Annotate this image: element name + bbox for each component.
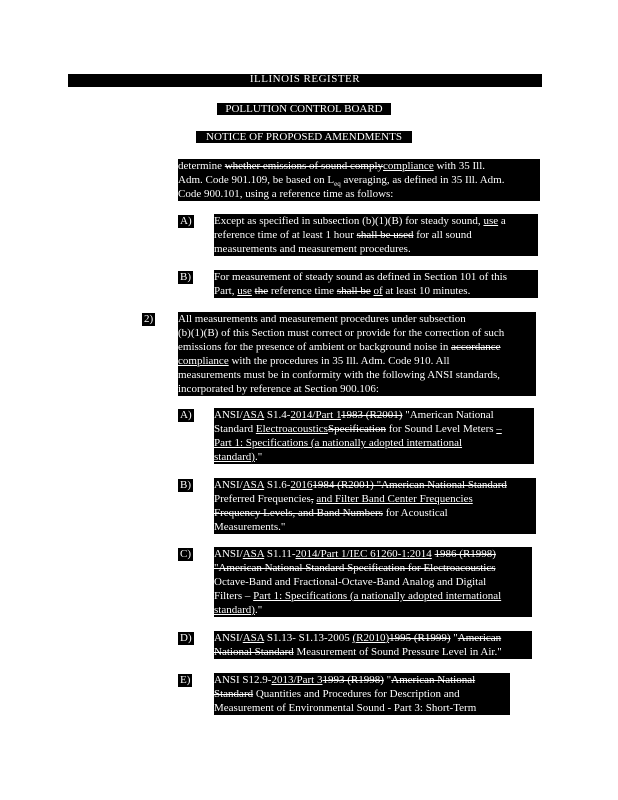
standard-b-text: ANSI/ASA S1.6-20161984 (R2001) "American National Standard Preferred Frequencies, and Filter Band Center Frequencies Frequency Levels, and Band Numbers for Acoustical Measurements." xyxy=(214,478,536,534)
standard-b-label: B) xyxy=(180,479,191,491)
intro-paragraph: determine whether emissions of sound complycompliance with 35 Ill. Adm. Code 901.109, be based on $L_{eq}$ averaging, as defined in 35 Ill. Adm. Code 900.101, using a reference time as follows: xyxy=(178,159,540,201)
standard-a-text: ANSI/ASA S1.4-2014/Part 11983 (R2001) "American National Standard ElectroacousticsSpecification for Sound Level Meters – Part 1: Specifications (a nationally adopted international standard)." xyxy=(214,408,534,464)
standard-e-label: E) xyxy=(180,674,191,686)
standard-d-text: ANSI/ASA S1.13- S1.13-2005 (R2010)1995 (R1999) "American National Standard Measurement of Sound Pressure Level in Air." xyxy=(214,631,532,659)
board-title: POLLUTION CONTROL BOARD xyxy=(217,103,391,115)
standard-d-label: D) xyxy=(180,632,192,644)
register-title: ILLINOIS REGISTER xyxy=(249,73,361,85)
clause-a-text: Except as specified in subsection (b)(1)(B) for steady sound, use a reference time of at least 1 hour shall be used for all sound measurements and measurement procedures. xyxy=(214,214,538,256)
register-header xyxy=(68,74,542,87)
clause-a-label: A) xyxy=(180,215,192,227)
standard-e-text: ANSI S12.9-2013/Part 31993 (R1998) "American National Standard Quantities and Procedures for Description and Measurement of Environmental Sound - Part 3: Short-Term xyxy=(214,673,510,715)
item-2-label: 2) xyxy=(144,313,154,325)
clause-b-label: B) xyxy=(180,271,191,283)
item-2-text: All measurements and measurement procedures under subsection (b)(1)(B) of this Section must correct or provide for the correction of such emissions for the presence of ambient or background noise in accordance compliance with the procedures in 35 Ill. Adm. Code 910. All measurements must be in conformity with the following ANSI standards, incorporated by reference at Section 900.106: xyxy=(178,312,536,396)
clause-b-text: For measurement of steady sound as defined in Section 101 of this Part, use the reference time shall be of at least 10 minutes. xyxy=(214,270,538,298)
standard-a-label: A) xyxy=(180,409,192,421)
standard-c-label: C) xyxy=(180,548,191,560)
standard-c-text: ANSI/ASA S1.11-2014/Part 1/IEC 61260-1:2014 1986 (R1998) "American National Standard Specification for Electroacoustics Octave-Band and Fractional-Octave-Band Analog and Digital Filters – Part 1: Specifications (a nationally adopted international standard)." xyxy=(214,547,532,617)
notice-title: NOTICE OF PROPOSED AMENDMENTS xyxy=(196,131,412,143)
